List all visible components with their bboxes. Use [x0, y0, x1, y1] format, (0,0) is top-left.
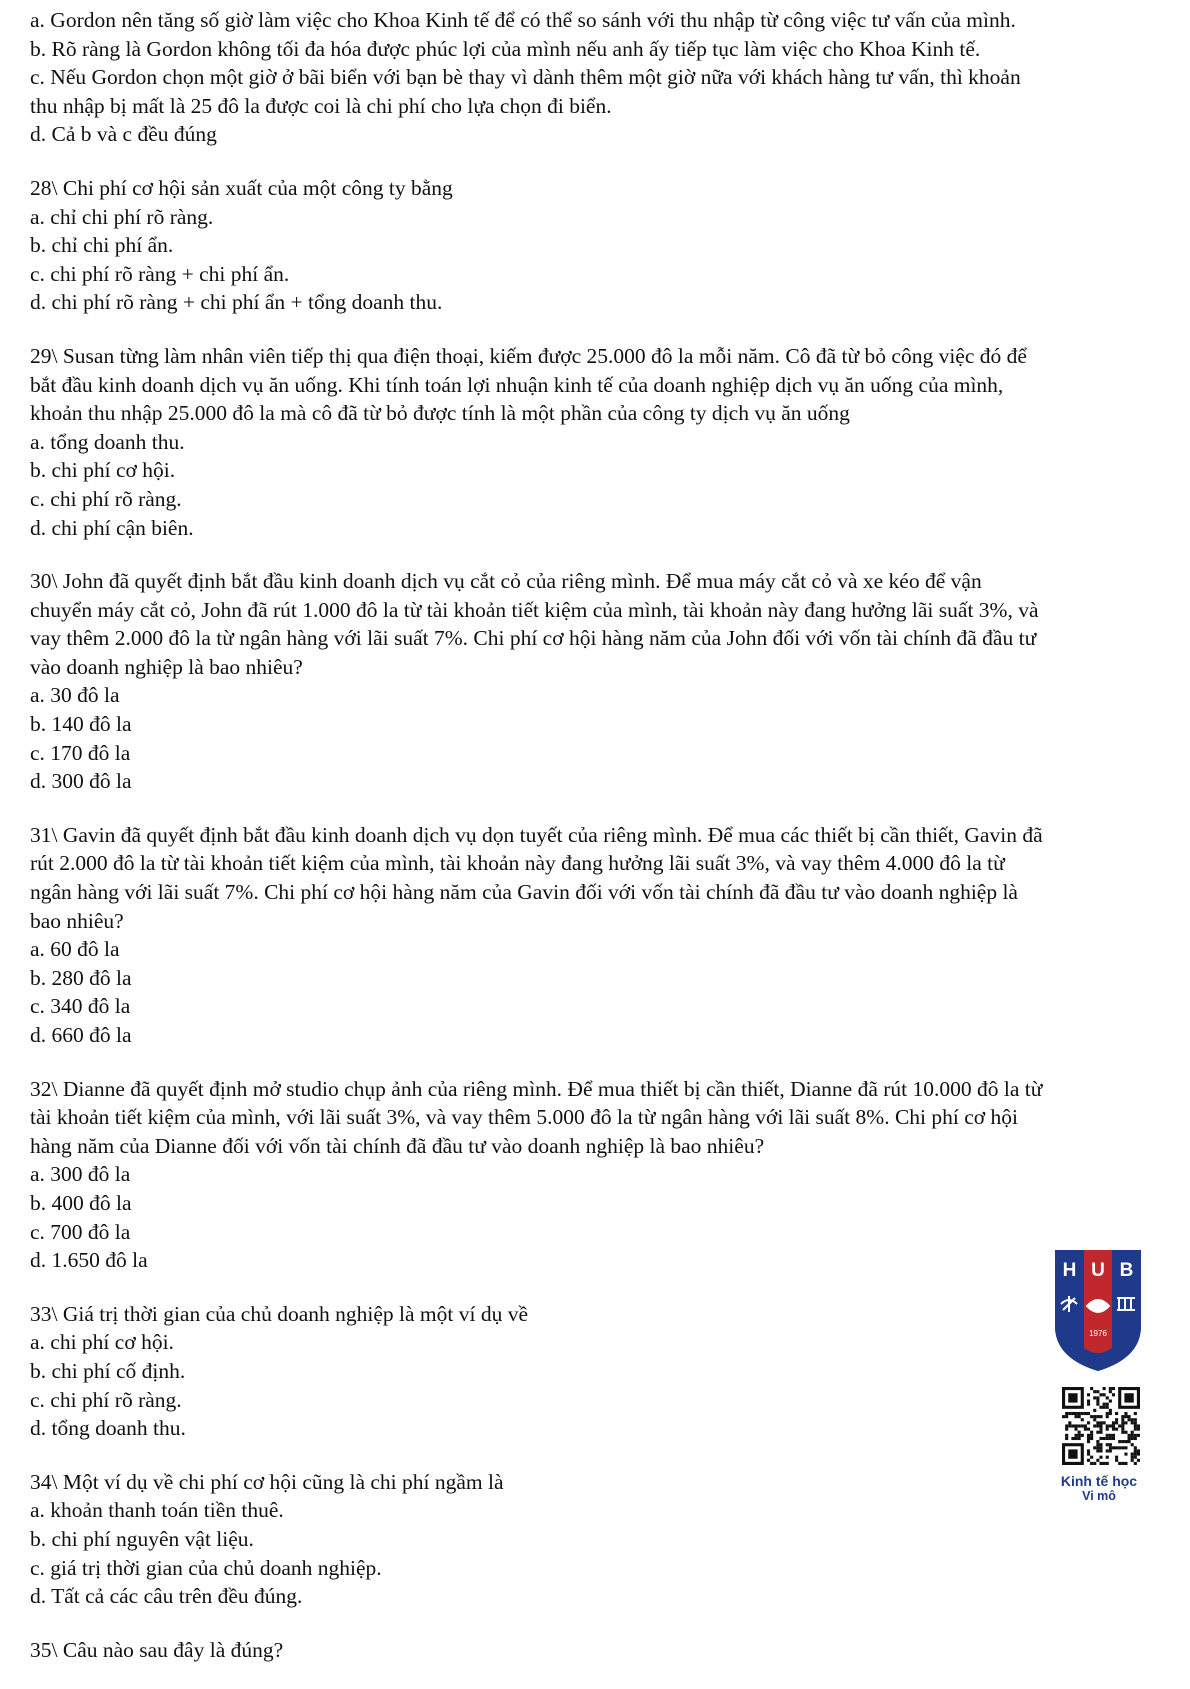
question-block: [30, 342, 1170, 542]
logo-letter-h: H: [1062, 1260, 1077, 1281]
question-text-line: 35\ Câu nào sau đây là đúng?: [30, 1637, 284, 1662]
answer-option: a. chi phí cơ hội.: [30, 1330, 174, 1355]
question-stem: [30, 342, 1170, 428]
question-block: [30, 567, 1170, 796]
answer-option: b. chỉ chi phí ẩn.: [30, 233, 174, 258]
question-stem: [30, 1468, 1170, 1497]
question-stem: [30, 1075, 1170, 1161]
question-text-line: rút 2.000 đô la từ tài khoản tiết kiệm của mình, tài khoản này đang hưởng lãi suất 3%, và vay thêm 4.000 đô la từ: [30, 851, 1005, 876]
option-text-line: c. Nếu Gordon chọn một giờ ở bãi biển với bạn bè thay vì dành thêm một giờ nữa với khách hàng tư vấn, thì khoản: [30, 65, 1021, 90]
answer-option: a. 60 đô la: [30, 937, 120, 962]
logo-caption-line1: Kinh tế học: [1060, 1473, 1138, 1489]
question-stem: [30, 1300, 1170, 1329]
answer-option: d. 1.650 đô la: [30, 1248, 148, 1273]
hub-shield-emblem: [1053, 1248, 1143, 1373]
answer-option: [30, 6, 1170, 35]
logo-letter-b: B: [1119, 1260, 1134, 1281]
logo-letter-u: U: [1091, 1260, 1105, 1281]
answer-option: b. chi phí cố định.: [30, 1358, 186, 1383]
question-stem: [30, 174, 1170, 203]
logo-year: 1976: [1089, 1329, 1107, 1338]
answer-option: [30, 120, 1170, 149]
answer-option: a. chỉ chi phí rõ ràng.: [30, 204, 214, 229]
question-block: [30, 1075, 1170, 1275]
question-stem: [30, 1636, 1170, 1665]
question-block: [30, 174, 1170, 317]
question-text-line: 28\ Chi phí cơ hội sản xuất của một công ty bằng: [30, 175, 453, 200]
answer-option: [30, 63, 1170, 120]
answer-option: b. 400 đô la: [30, 1190, 132, 1215]
option-text-line: b. Rõ ràng là Gordon không tối đa hóa được phúc lợi của mình nếu anh ấy tiếp tục làm việc cho Khoa Kinh tế.: [30, 36, 981, 61]
question-text-line: 33\ Giá trị thời gian của chủ doanh nghiệp là một ví dụ về: [30, 1301, 528, 1326]
question-text-line: vay thêm 2.000 đô la từ ngân hàng với lãi suất 7%. Chi phí cơ hội hàng năm của John đối với vốn tài chính đã đầu tư: [30, 626, 1037, 651]
answer-option: b. chi phí cơ hội.: [30, 458, 176, 483]
answer-option: d. chi phí cận biên.: [30, 515, 194, 540]
question-block: [30, 821, 1170, 1050]
question-text-line: 31\ Gavin đã quyết định bắt đầu kinh doanh dịch vụ dọn tuyết của riêng mình. Để mua các thiết bị cần thiết, Gavin đã: [30, 822, 1043, 847]
answer-option: [30, 35, 1170, 64]
question-text-line: 29\ Susan từng làm nhân viên tiếp thị qua điện thoại, kiếm được 25.000 đô la mỗi năm. Cô đã từ bỏ công việc đó để: [30, 343, 1027, 368]
question-text-line: 34\ Một ví dụ về chi phí cơ hội cũng là chi phí ngầm là: [30, 1469, 504, 1494]
answer-option: d. 300 đô la: [30, 769, 132, 794]
question-text-line: bắt đầu kinh doanh dịch vụ ăn uống. Khi tính toán lợi nhuận kinh tế của doanh nghiệp dịch vụ ăn uống của mình,: [30, 372, 1004, 397]
qr-code-icon: [1062, 1387, 1140, 1465]
previous-question-options: [30, 6, 1170, 149]
question-stem: [30, 567, 1170, 681]
question-text-line: hàng năm của Dianne đối với vốn tài chính đã đầu tư vào doanh nghiệp là bao nhiêu?: [30, 1133, 765, 1158]
question-block: [30, 1636, 1170, 1665]
answer-option: c. chi phí rõ ràng + chi phí ẩn.: [30, 261, 290, 286]
question-stem: [30, 821, 1170, 935]
question-text-line: 30\ John đã quyết định bắt đầu kinh doanh dịch vụ cắt cỏ của riêng mình. Để mua máy cắt cỏ và xe kéo để vận: [30, 569, 982, 594]
option-text-line: thu nhập bị mất là 25 đô la được coi là chi phí cho lựa chọn đi biển.: [30, 93, 612, 118]
answer-option: d. tổng doanh thu.: [30, 1416, 186, 1441]
question-text-line: tài khoản tiết kiệm của mình, với lãi suất 3%, và vay thêm 5.000 đô la từ ngân hàng với lãi suất 8%. Chi phí cơ hội: [30, 1105, 1018, 1130]
answer-option: c. 170 đô la: [30, 740, 131, 765]
answer-option: c. 700 đô la: [30, 1219, 131, 1244]
question-text-line: bao nhiêu?: [30, 908, 124, 933]
option-text-line: d. Cả b và c đều đúng: [30, 122, 217, 147]
answer-option: c. giá trị thời gian của chủ doanh nghiệp.: [30, 1555, 382, 1580]
answer-option: c. chi phí rõ ràng.: [30, 486, 182, 511]
answer-option: c. 340 đô la: [30, 994, 131, 1019]
answer-option: c. chi phí rõ ràng.: [30, 1387, 182, 1412]
answer-option: a. 30 đô la: [30, 683, 120, 708]
question-block: [30, 1300, 1170, 1443]
hub-logo: [1053, 1248, 1143, 1503]
document-body: [30, 6, 1170, 1689]
option-text-line: a. Gordon nên tăng số giờ làm việc cho Khoa Kinh tế để có thể so sánh với thu nhập từ công việc tư vấn của mình.: [30, 8, 1016, 32]
answer-option: d. chi phí rõ ràng + chi phí ẩn + tổng doanh thu.: [30, 290, 443, 315]
answer-option: b. chi phí nguyên vật liệu.: [30, 1526, 254, 1551]
question-text-line: khoản thu nhập 25.000 đô la mà cô đã từ bỏ được tính là một phần của công ty dịch vụ ăn uống: [30, 401, 850, 426]
answer-option: a. tổng doanh thu.: [30, 429, 185, 454]
answer-option: b. 140 đô la: [30, 712, 132, 737]
answer-option: d. 660 đô la: [30, 1023, 132, 1047]
answer-option: a. 300 đô la: [30, 1162, 131, 1187]
question-text-line: ngân hàng với lãi suất 7%. Chi phí cơ hội hàng năm của Gavin đối với vốn tài chính đã đầu tư vào doanh nghiệp là: [30, 880, 1018, 905]
logo-caption-line2: Vi mô: [1082, 1489, 1116, 1503]
answer-option: a. khoản thanh toán tiền thuê.: [30, 1498, 284, 1523]
question-block: [30, 1468, 1170, 1611]
question-text-line: 32\ Dianne đã quyết định mở studio chụp ảnh của riêng mình. Để mua thiết bị cần thiết, Dianne đã rút 10.000 đô la từ: [30, 1076, 1043, 1101]
answer-option: b. 280 đô la: [30, 965, 132, 990]
question-text-line: vào doanh nghiệp là bao nhiêu?: [30, 654, 303, 679]
answer-option: d. Tất cả các câu trên đều đúng.: [30, 1584, 303, 1609]
question-text-line: chuyển máy cắt cỏ, John đã rút 1.000 đô la từ tài khoản tiết kiệm của mình, tài khoản này đang hưởng lãi suất 3%, và: [30, 597, 1039, 622]
